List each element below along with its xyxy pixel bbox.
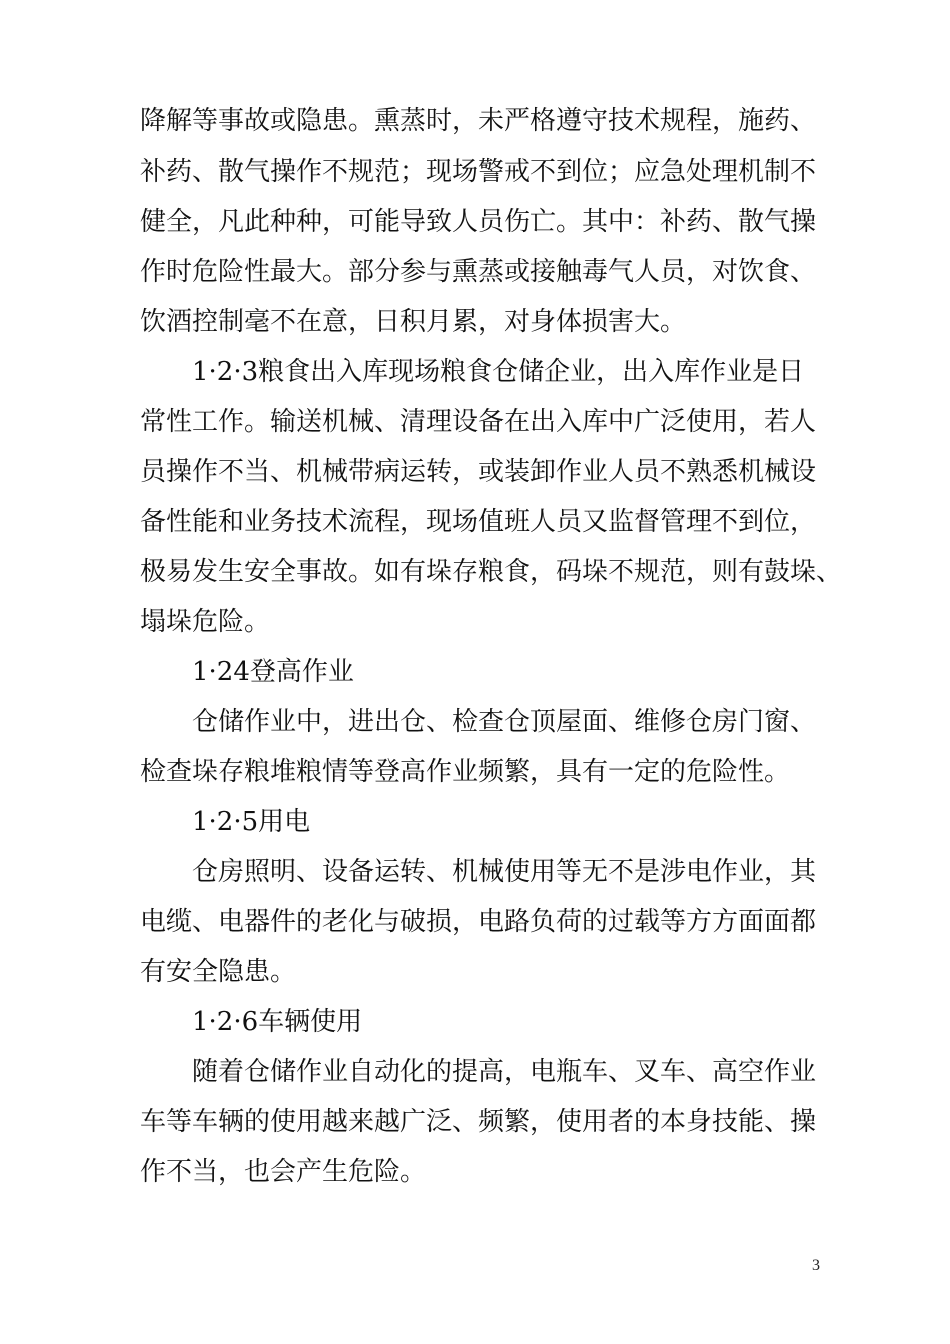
text-line: 作不当，也会产生危险。 [140, 1157, 427, 1187]
text-line: 饮酒控制毫不在意，日积月累，对身体损害大。 [140, 307, 687, 337]
text-line: 随着仓储作业自动化的提高，电瓶车、叉车、高空作业 [192, 1057, 817, 1087]
section-heading-1-2-6: 1·2·6车辆使用 [192, 1007, 363, 1037]
section-heading-1-2-3: 1·2·3粮食出入库现场粮食仓储企业，出入库作业是日 [192, 357, 805, 387]
text-line: 电缆、电器件的老化与破损，电路负荷的过载等方方面面都 [140, 907, 817, 937]
text-line: 健全，凡此种种，可能导致人员伤亡。其中：补药、散气操 [140, 207, 817, 237]
section-heading-1-2-4: 1·24登高作业 [192, 657, 354, 687]
text-line: 备性能和业务技术流程，现场值班人员又监督管理不到位， [140, 507, 817, 537]
text-line: 降解等事故或隐患。熏蒸时，未严格遵守技术规程，施药、 [140, 106, 817, 136]
text-line: 补药、散气操作不规范；现场警戒不到位；应急处理机制不 [140, 157, 817, 187]
text-line: 员操作不当、机械带病运转，或装卸作业人员不熟悉机械设 [140, 457, 817, 487]
text-line: 极易发生安全事故。如有垛存粮食，码垛不规范，则有鼓垛、 [140, 557, 843, 587]
text-line: 车等车辆的使用越来越广泛、频繁，使用者的本身技能、操 [140, 1107, 817, 1137]
text-line: 有安全隐患。 [140, 957, 297, 987]
text-line: 仓储作业中，进出仓、检查仓顶屋面、维修仓房门窗、 [192, 707, 817, 737]
text-line: 检查垛存粮堆粮情等登高作业频繁，具有一定的危险性。 [140, 757, 791, 787]
text-line: 塌垛危险。 [140, 607, 271, 637]
page-number: 3 [812, 1257, 820, 1274]
text-line: 作时危险性最大。部分参与熏蒸或接触毒气人员，对饮食、 [140, 257, 817, 287]
text-line: 常性工作。输送机械、清理设备在出入库中广泛使用，若人 [140, 407, 817, 437]
section-heading-1-2-5: 1·2·5用电 [192, 807, 311, 837]
text-line: 仓房照明、设备运转、机械使用等无不是涉电作业，其 [192, 857, 817, 887]
